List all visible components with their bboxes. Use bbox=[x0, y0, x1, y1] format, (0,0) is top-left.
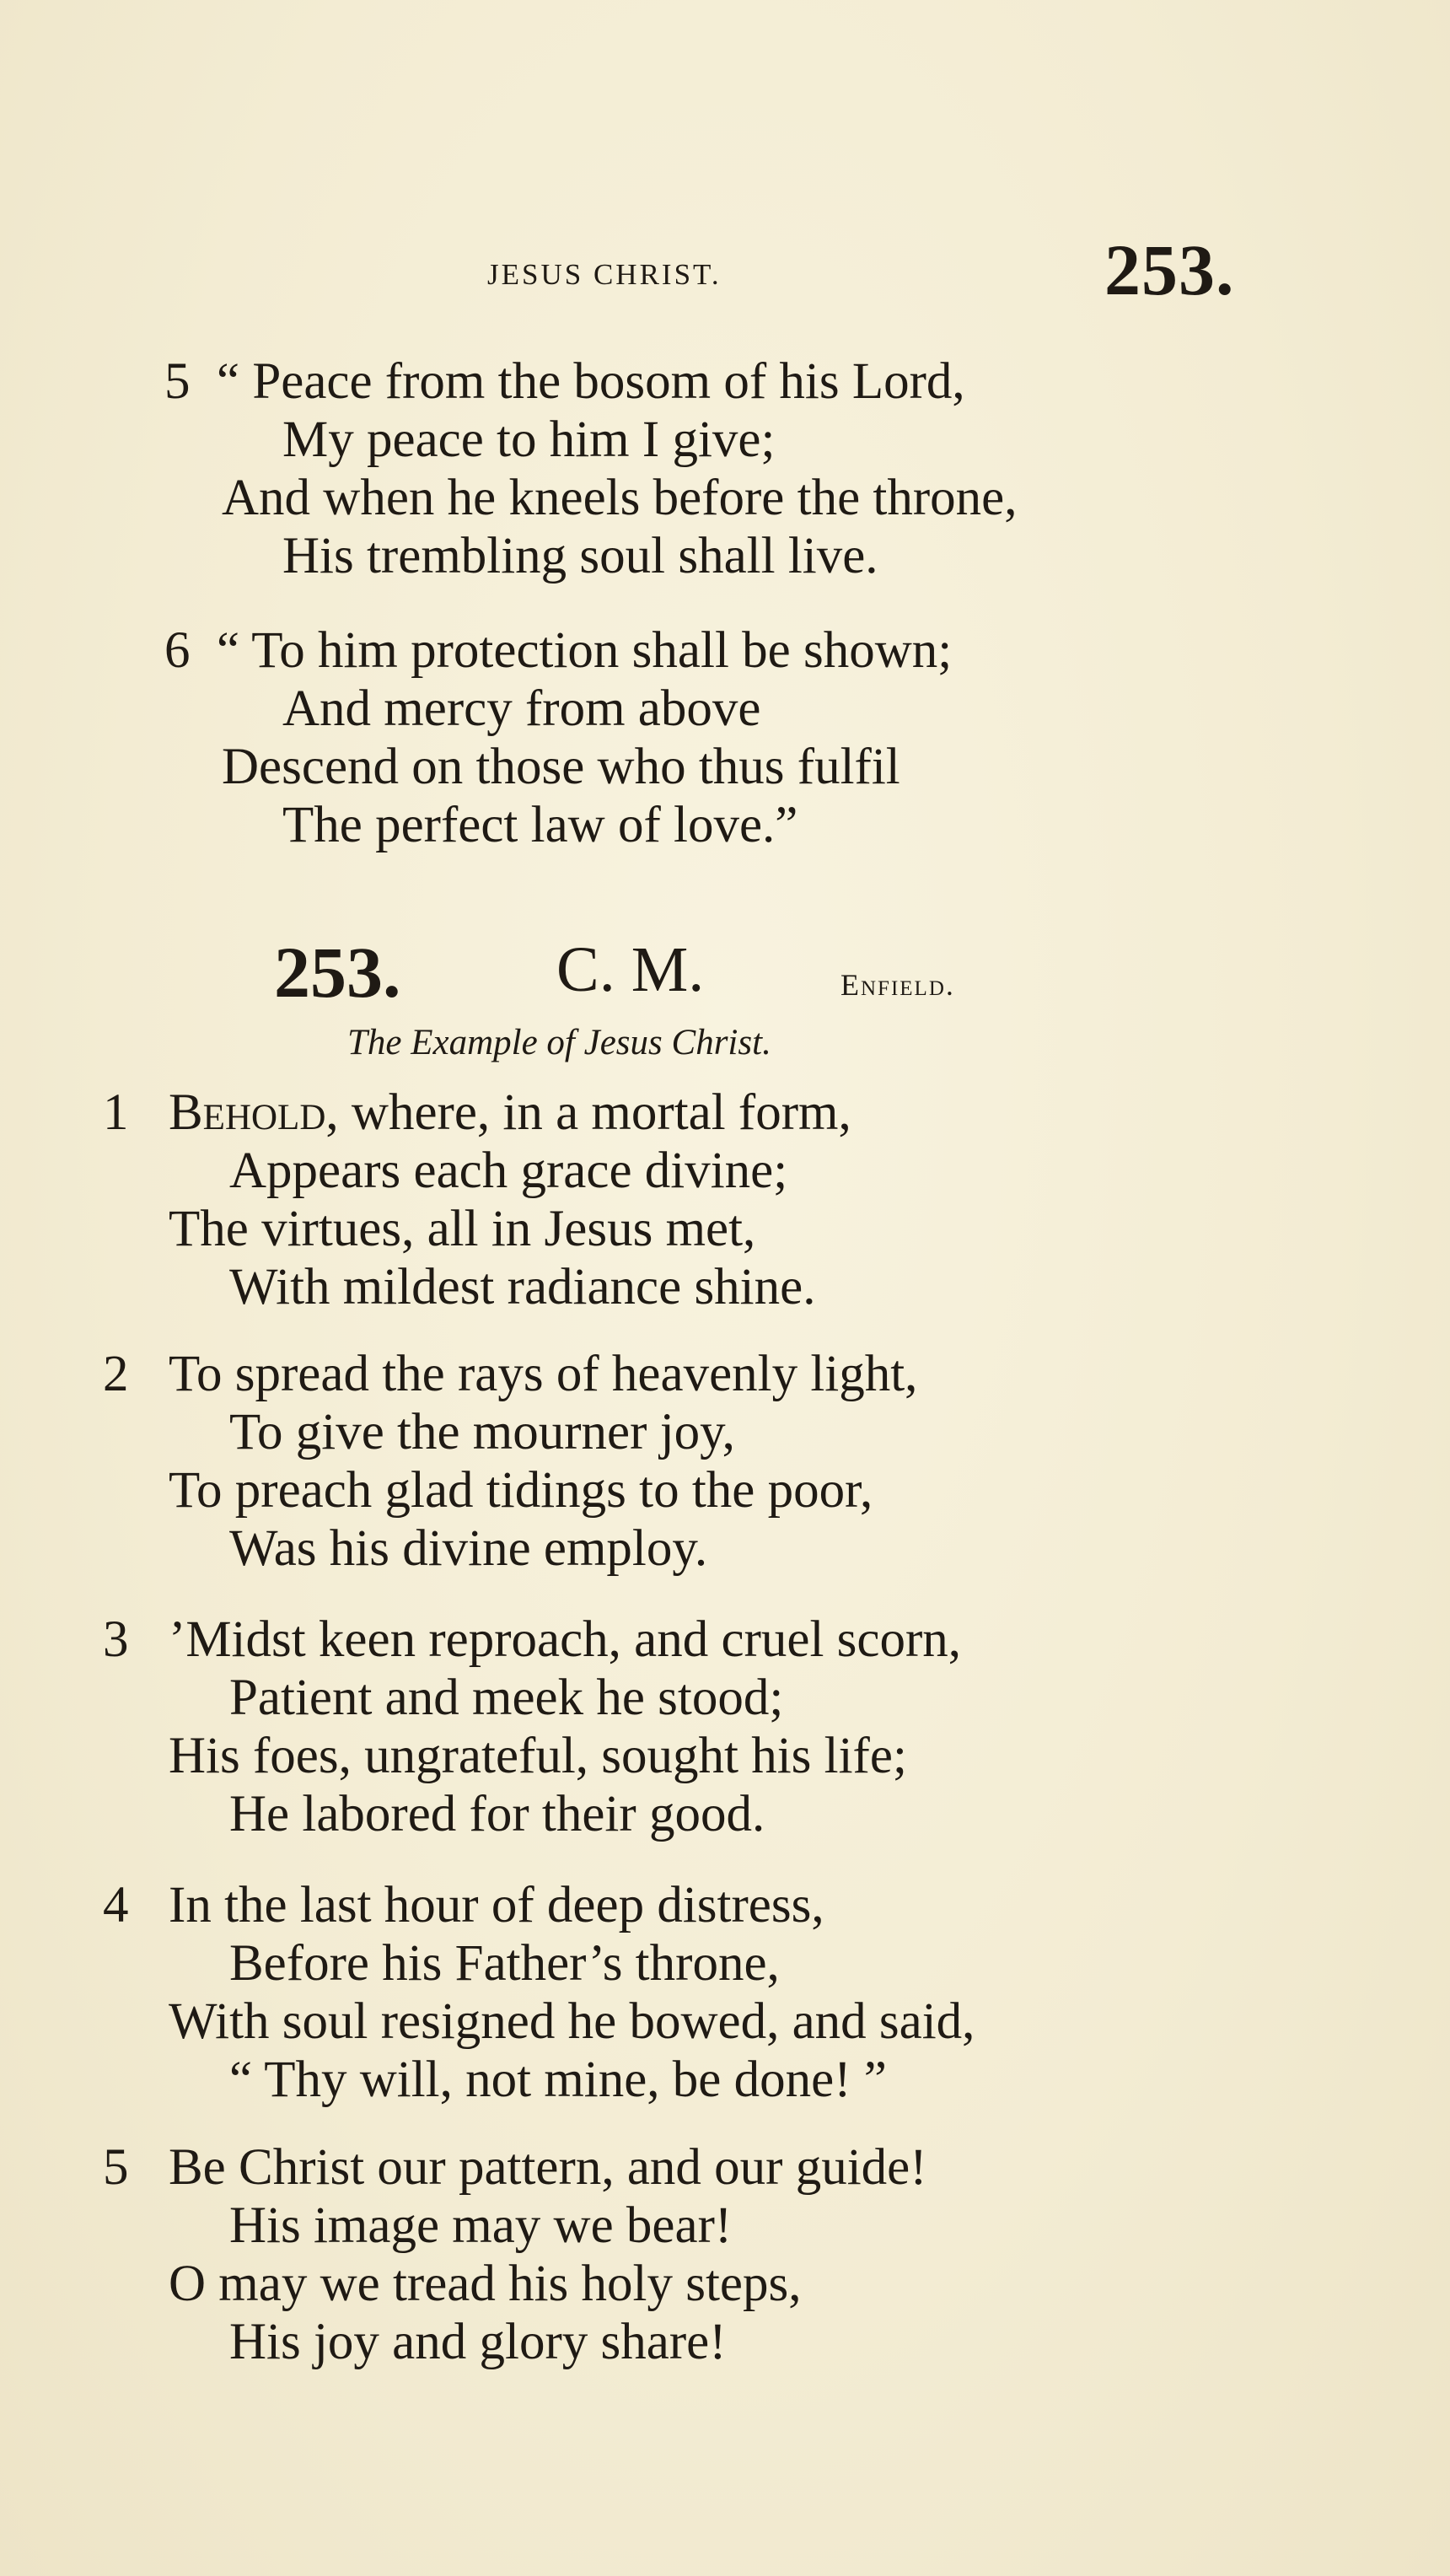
stanza-line: Appears each grace divine; bbox=[229, 1143, 788, 1199]
stanza-line bbox=[169, 1084, 851, 1142]
stanza-number: 4 bbox=[103, 1877, 129, 1933]
hymn-stanza-3 bbox=[103, 1611, 1283, 1847]
stanza-line: The perfect law of love.” bbox=[282, 797, 798, 853]
stanza-number: 5 bbox=[103, 2139, 129, 2196]
stanza-number: 2 bbox=[103, 1346, 129, 1402]
hymn-number: 253. bbox=[274, 932, 401, 1013]
hymn-stanza-1 bbox=[103, 1084, 1283, 1320]
stanza-line: Patient and meek he stood; bbox=[229, 1670, 784, 1726]
stanza-line: With mildest radiance shine. bbox=[229, 1259, 816, 1315]
stanza-line: And mercy from above bbox=[282, 680, 761, 737]
stanza-line: He labored for their good. bbox=[229, 1786, 765, 1842]
stanza-line: With soul resigned he bowed, and said, bbox=[169, 1993, 975, 2050]
hymn-tune: Enfield. bbox=[840, 968, 955, 1002]
hymn-stanza-4 bbox=[103, 1876, 1283, 2112]
stanza-line: The virtues, all in Jesus met, bbox=[169, 1201, 756, 1257]
page-number: 253. bbox=[1104, 229, 1235, 310]
stanza-line: His joy and glory share! bbox=[229, 2314, 727, 2370]
stanza-number: 6 bbox=[164, 622, 191, 679]
stanza-line: His foes, ungrateful, sought his life; bbox=[169, 1728, 907, 1784]
stanza-line: “ Thy will, not mine, be done! ” bbox=[229, 2052, 887, 2108]
stanza-line: Descend on those who thus fulfil bbox=[222, 739, 900, 795]
stanza-line: His trembling soul shall live. bbox=[282, 528, 878, 584]
running-title: JESUS CHRIST. bbox=[487, 258, 722, 291]
stanza-line: Was his divine employ. bbox=[229, 1520, 708, 1577]
hymn-header bbox=[274, 930, 1117, 1014]
stanza-line: To give the mourner joy, bbox=[229, 1404, 735, 1460]
stanza-number: 3 bbox=[103, 1611, 129, 1668]
first-line-rest: where, in a mortal form, bbox=[338, 1084, 851, 1141]
stanza-line: ’Midst keen reproach, and cruel scorn, bbox=[169, 1611, 962, 1668]
hymn-meter: C. M. bbox=[556, 934, 705, 1005]
stanza-line: To preach glad tidings to the poor, bbox=[169, 1462, 873, 1519]
stanza-line: In the last hour of deep distress, bbox=[169, 1877, 824, 1933]
stanza-line: His image may we bear! bbox=[229, 2197, 733, 2254]
stanza-line: Be Christ our pattern, and our guide! bbox=[169, 2139, 927, 2196]
stanza-line: My peace to him I give; bbox=[282, 411, 776, 468]
stanza-line: “ To him protection shall be shown; bbox=[217, 622, 953, 679]
stanza-line: Before his Father’s throne, bbox=[229, 1935, 780, 1992]
hymn-stanza-5 bbox=[103, 2138, 1283, 2374]
first-word: Behold, bbox=[169, 1084, 339, 1141]
prev-hymn-stanza-6 bbox=[164, 621, 1260, 858]
stanza-number: 1 bbox=[103, 1084, 129, 1141]
prev-hymn-stanza-5 bbox=[164, 352, 1260, 589]
stanza-line: And when he kneels before the throne, bbox=[222, 470, 1018, 526]
stanza-line: “ Peace from the bosom of his Lord, bbox=[217, 353, 965, 410]
stanza-number: 5 bbox=[164, 353, 191, 410]
hymn-stanza-2 bbox=[103, 1345, 1283, 1581]
stanza-line: To spread the rays of heavenly light, bbox=[169, 1346, 918, 1402]
hymn-subtitle: The Example of Jesus Christ. bbox=[347, 1023, 771, 1062]
stanza-line: O may we tread his holy steps, bbox=[169, 2256, 802, 2312]
